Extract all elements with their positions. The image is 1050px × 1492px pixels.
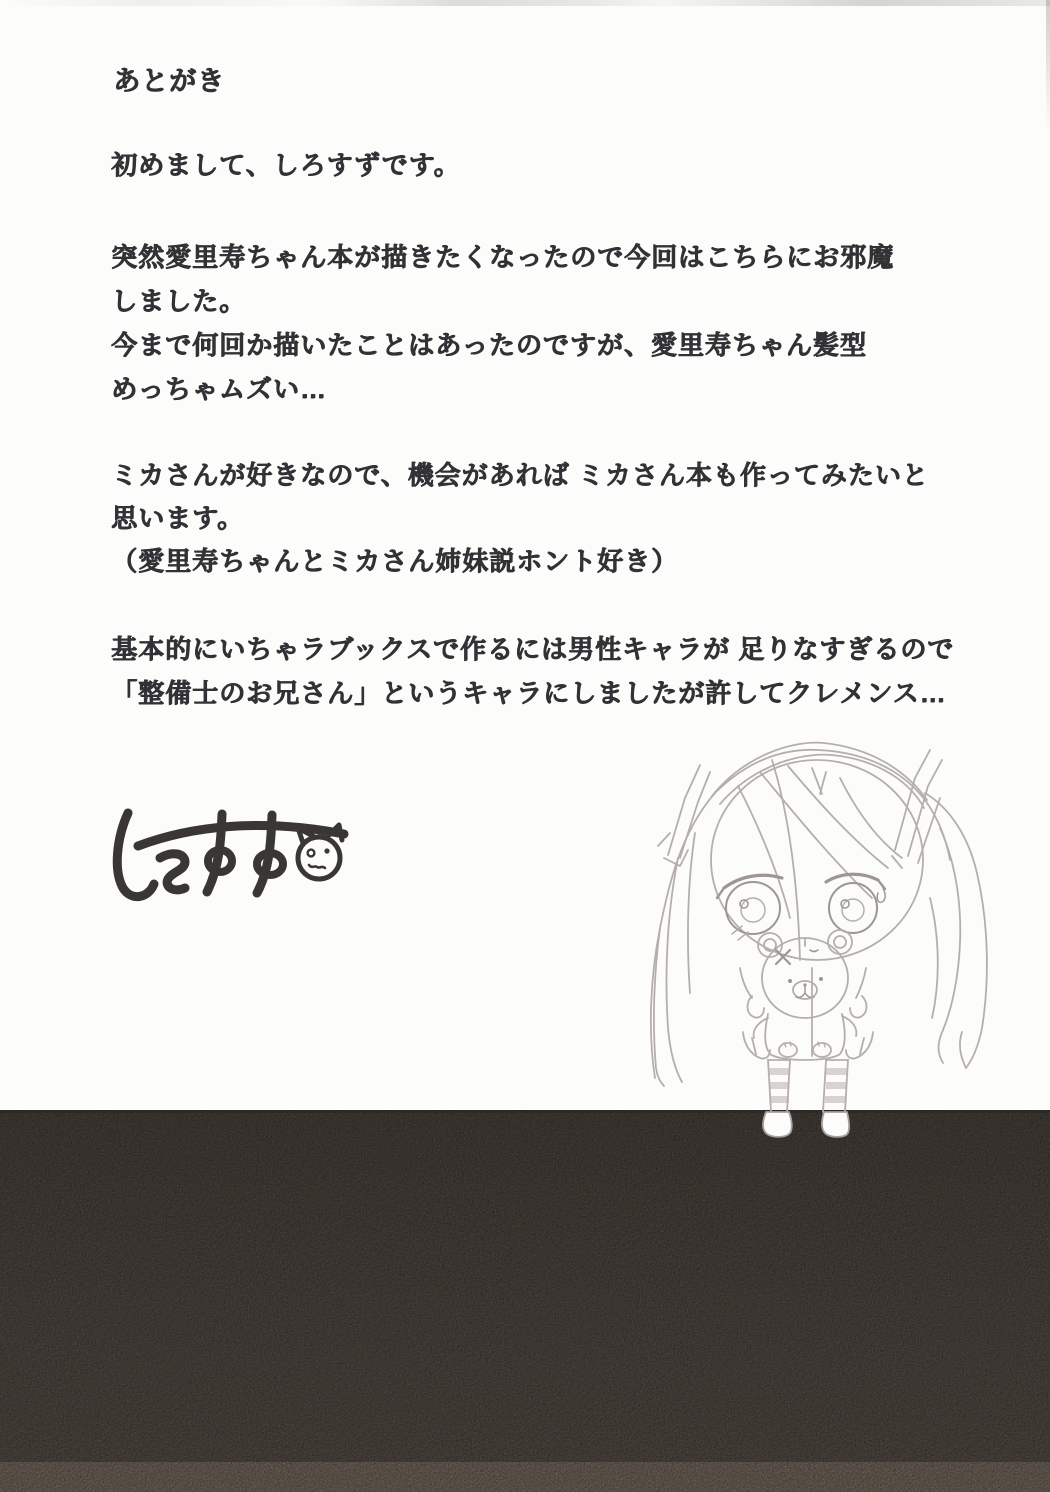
afterword-text-line: めっちゃムズい… [111,374,327,404]
afterword-heading: あとがき [113,66,225,96]
afterword-text-line: ミカさんが好きなので、機会があれば ミカさん本も作ってみたいと [111,460,929,490]
afterword-text-line: 突然愛里寿ちゃん本が描きたくなったので今回はこちらにお邪魔 [111,242,895,272]
afterword-text-line: （愛里寿ちゃんとミカさん姉妹説ホント好き） [111,546,679,576]
greeting-line: 初めまして、しろすずです。 [111,150,461,180]
afterword-text-line: 今まで何回か描いたことはあったのですが、愛里寿ちゃん髪型 [111,330,867,360]
afterword-text-line: しました。 [111,286,247,316]
afterword-text-line: 思います。 [111,503,244,533]
afterword-text-line: 基本的にいちゃラブックスで作るには男性キャラが 足りなすぎるので [111,634,955,664]
afterword-text-line: 「整備士のお兄さん」というキャラにしましたが許してクレメンス… [111,678,947,708]
